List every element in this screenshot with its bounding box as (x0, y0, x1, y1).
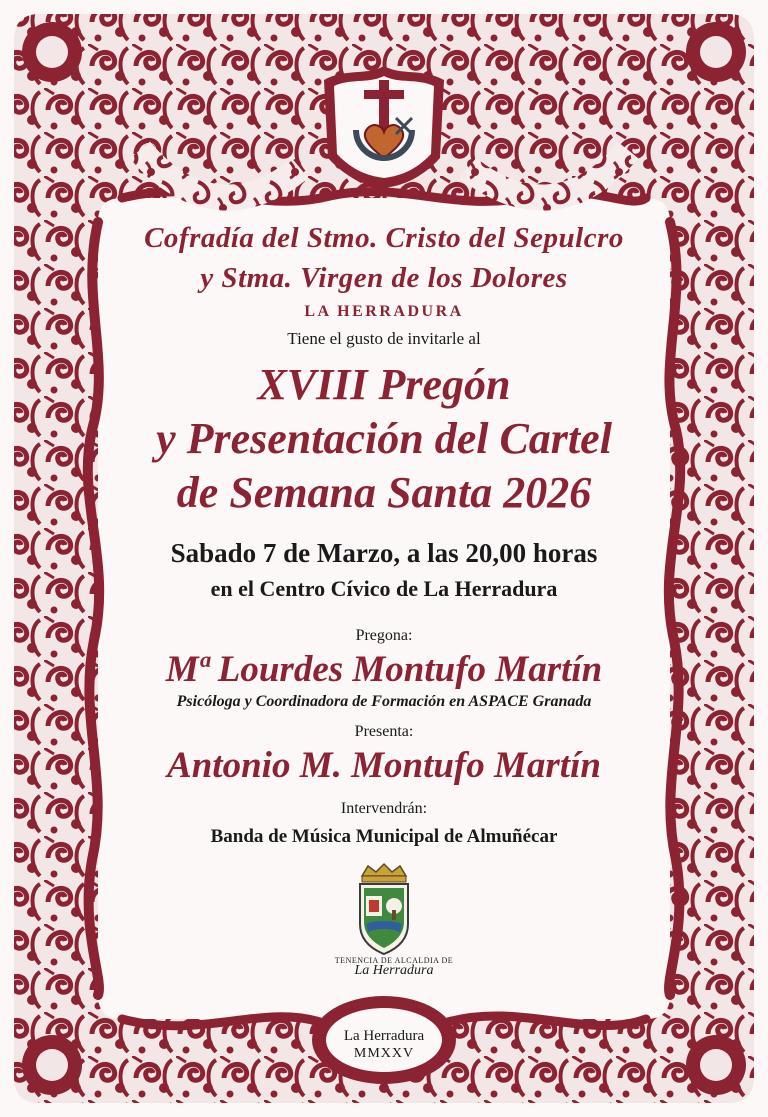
footer-place: La Herradura (343, 1028, 425, 1044)
intervienen-label: Intervendrán: (340, 800, 428, 817)
title-line-3: de Semana Santa 2026 (176, 468, 592, 517)
title-line-1: XVIII Pregón (257, 360, 511, 409)
cofradia-emblem-icon (316, 62, 452, 192)
title-line-2: y Presentación del Cartel (156, 414, 612, 463)
pregona-label: Pregona: (355, 627, 413, 644)
cofradia-name-line-1: Cofradía del Stmo. Cristo del Sepulcro (144, 222, 624, 254)
footer-year: MMXXV (353, 1046, 415, 1061)
municipal-crest-icon (354, 862, 414, 956)
band-name: Banda de Música Municipal de Almuñécar (210, 826, 558, 847)
presenta-name: Antonio M. Montufo Martín (167, 745, 601, 786)
presenta-label: Presenta: (354, 723, 414, 740)
crest-caption-top: TENENCIA DE ALCALDIA DE (334, 956, 454, 965)
event-date: Sabado 7 de Marzo, a las 20,00 horas (170, 538, 598, 568)
place-name: LA HERRADURA (304, 303, 464, 320)
event-venue: en el Centro Cívico de La Herradura (210, 576, 558, 601)
pregona-name: Mª Lourdes Montufo Martín (165, 649, 603, 690)
invitation-text: Tiene el gusto de invitarle al (287, 329, 481, 348)
pregona-role: Psicóloga y Coordinadora de Formación en ASPACE Granada (176, 693, 592, 710)
crest-caption-bottom: La Herradura (354, 963, 434, 978)
cofradia-name-line-2: y Stma. Virgen de los Dolores (200, 262, 568, 294)
